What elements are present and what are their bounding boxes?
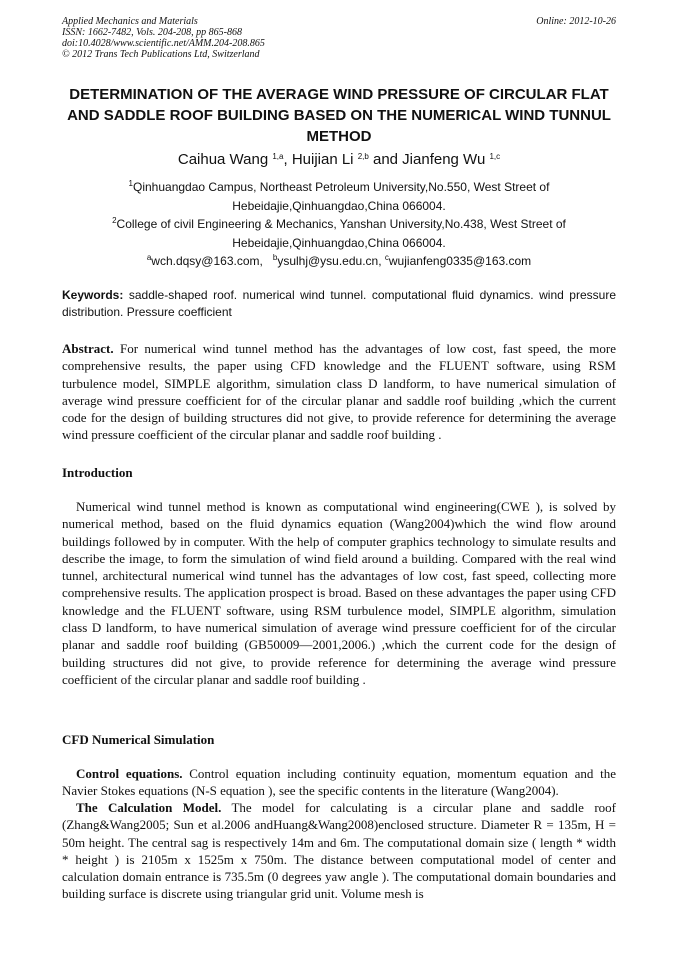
control-equations-paragraph [62, 765, 616, 800]
author-name: Caihua Wang [177, 151, 273, 168]
introduction-paragraph: Numerical wind tunnel method is known as computational wind engineering(CWE ), is solved by numerical method, based on the fluid dynamics equation (Wang2004)which the wind flow around buildings followed by in computer. With the help of computer graphics technology to simulate results and describe the image, to form the simulation of wind field around a building. Compared with the real wind tunnel, architectural numerical wind tunnel has the advantages of low cost, fast speed, collecting more comprehensive results. The application prospect is broad. Based on these advantages the paper using CFD knowledge and the FLUENT software, using RSM turbulence model, SIMPLE algorithm, simulation class D landform, to have numerical simulation of average wind pressure coefficient for of the circular planar and saddle roof building (GB50009—2001,2006.) ,which the current code for the design of building structures did not give, to provide reference for determining the average wind pressure coefficient of the circular planar and saddle roof building . [62, 499, 616, 687]
paper-title: DETERMINATION OF THE AVERAGE WIND PRESSURE OF CIRCULAR FLAT AND SADDLE ROOF BUILDING BASED ON THE NUMERICAL WIND TUNNUL METHOD [67, 86, 611, 145]
affiliation-text: Qinhuangdao Campus, Northeast Petroleum University,No.550, West Street of [133, 180, 550, 194]
email-marker: b [272, 253, 278, 262]
affiliations [62, 178, 616, 271]
abstract-text: For numerical wind tunnel method has the advantages of low cost, fast speed, the more comprehensive results, the paper using CFD knowledge and the FLUENT software, using RSM turbulence model, SIMPLE algorithm, simulation class D landform, to have numerical simulation of average wind pressure coefficient for of the circular planar and saddle roof building ,which the current code for the design of building structures did not give, to provide reference for determining the average wind pressure coefficient of the circular planar and saddle roof building . [62, 341, 616, 443]
affiliation-text: College of civil Engineering & Mechanics, Yanshan University,No.438, West Street of [116, 217, 566, 231]
journal-header [62, 16, 265, 60]
affiliation-2-cont: Hebeidajie,Qinhuangdao,China 066004. [232, 235, 446, 250]
abstract [62, 340, 616, 444]
control-equations-label: Control equations. [76, 766, 183, 781]
doi-line: doi:10.4028/www.scientific.net/AMM.204-208.865 [62, 38, 265, 49]
abstract-label: Abstract. [62, 341, 114, 356]
author-name: , Huijian Li [283, 151, 358, 168]
calculation-model-label: The Calculation Model. [76, 800, 222, 815]
issn-line: ISSN: 1662-7482, Vols. 204-208, pp 865-868 [62, 27, 242, 38]
email-link[interactable]: wch.dqsy@163.com, [151, 254, 263, 268]
author-superscript: 1,c [489, 152, 501, 161]
calculation-model-text: The model for calculating is a circular plane and saddle roof (Zhang&Wang2005; Sun et al.2006 andHuang&Wang2008)enclosed structure. Diameter R = 135m, H = 50m height. The central sag is respectively 14m and 6m. The computational domain size ( length * width * height ) is 2105m x 1525m x 750m. The distance between computational model of center and calculation domain entrance is 735.5m (0 degrees yaw angle ). The computational domain boundaries and building surface is discrete using triangular grid unit. Volume mesh is [62, 800, 616, 902]
affiliation-marker: 1 [128, 179, 133, 188]
author-name: and Jianfeng Wu [368, 151, 490, 168]
author-superscript: 1,a [272, 152, 284, 161]
control-equations-text: Control equation including continuity equation, momentum equation and the Navier Stokes equations (N-S equation ), see the specific contents in the literature (Wang2004). [62, 766, 616, 799]
calculation-model-paragraph [62, 799, 616, 903]
author-superscript: 2,b [357, 152, 369, 161]
email-marker: a [146, 253, 152, 262]
keywords [62, 287, 616, 321]
email-marker: c [384, 253, 389, 262]
affiliation-2 [62, 215, 616, 234]
author-list [62, 150, 616, 170]
section-heading-cfd: CFD Numerical Simulation [62, 732, 215, 747]
affiliation-1 [62, 178, 616, 197]
keywords-text: saddle-shaped roof. numerical wind tunnel. computational fluid dynamics. wind pressure distribution. Pressure coefficient [62, 288, 616, 319]
affiliation-marker: 2 [112, 216, 117, 225]
journal-name: Applied Mechanics and Materials [62, 16, 198, 27]
keywords-label: Keywords: [62, 288, 124, 302]
affiliation-1-cont: Hebeidajie,Qinhuangdao,China 066004. [232, 198, 446, 213]
online-date: Online: 2012-10-26 [536, 16, 616, 27]
email-link[interactable]: wujianfeng0335@163.com [388, 254, 532, 268]
email-link[interactable]: ysulhj@ysu.edu.cn, [277, 254, 382, 268]
section-heading-introduction: Introduction [62, 465, 133, 480]
email-line [62, 252, 616, 271]
copyright-line: © 2012 Trans Tech Publications Ltd, Switzerland [62, 49, 260, 60]
